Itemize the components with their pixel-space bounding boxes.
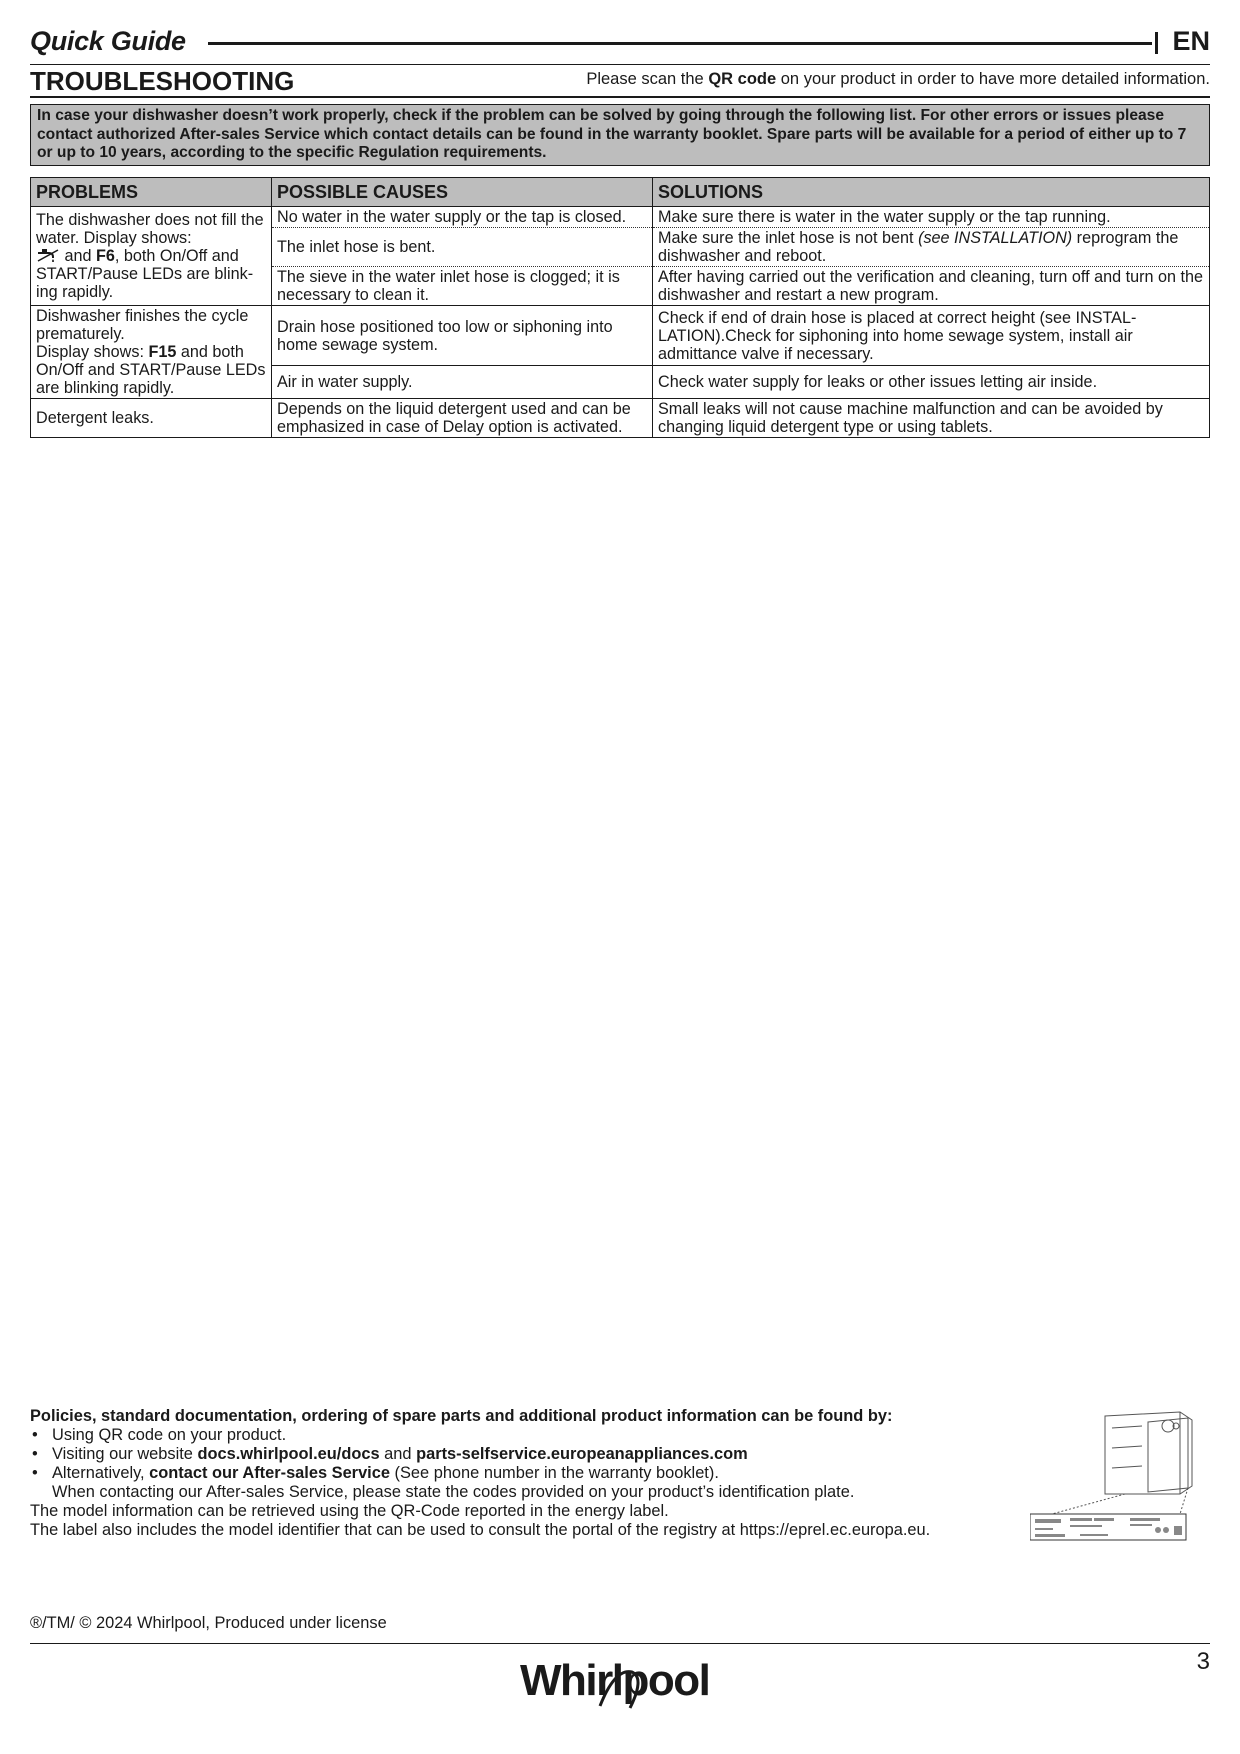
page — [30, 0, 1210, 1754]
column-header: POSSIBLE CAUSES — [272, 178, 653, 207]
policies-heading: Policies, standard documentation, ordering of spare parts and additional product information can be found by: — [30, 1407, 893, 1425]
cause-cell: Air in water supply. — [272, 366, 653, 399]
header-rule — [208, 42, 1152, 45]
model-info-line: The model information can be retrieved using the QR-Code reported in the energy label. — [30, 1502, 669, 1520]
guide-title: Quick Guide — [30, 26, 186, 56]
problem-cell: Detergent leaks. — [31, 399, 272, 438]
list-item-text: Alternatively, — [52, 1464, 150, 1482]
list-item-text: and — [379, 1445, 417, 1463]
water-tap-icon — [36, 248, 60, 263]
list-item — [30, 1426, 990, 1445]
solution-text: reprogram the dishwasher and reboot. — [658, 229, 1179, 265]
section-title: TROUBLESHOOTING — [30, 66, 295, 96]
column-header: PROBLEMS — [31, 178, 272, 207]
policies-block — [30, 1407, 990, 1540]
cause-cell: The inlet hose is bent. — [272, 228, 653, 267]
table-row — [31, 207, 1210, 228]
solution-cell — [653, 228, 1210, 267]
error-code: F15 — [148, 343, 177, 361]
problem-cell — [31, 306, 272, 399]
list-item — [30, 1464, 990, 1483]
qr-note-text: on your product in order to have more detailed information. — [776, 70, 1210, 88]
qr-note-bold: QR code — [708, 70, 777, 88]
table-header-row — [31, 178, 1210, 207]
solution-cell: Check water supply for leaks or other issues letting air inside. — [653, 366, 1210, 399]
spare-parts-link[interactable]: parts-selfservice.europeanappliances.com — [416, 1445, 748, 1463]
solution-cell: After having carried out the verification and cleaning, turn off and turn on the dishwasher and restart a new program. — [653, 267, 1210, 306]
logo-swoosh — [520, 1648, 720, 1718]
solution-cell: Check if end of drain hose is placed at correct height (see INSTAL-LATION).Check for siphoning into home sewage system, install air admittance valve if necessary. — [653, 306, 1210, 366]
intro-box: In case your dishwasher doesn’t work properly, check if the problem can be solved by going through the following list. For other errors or issues please contact authorized After-sales Service which contact details can be found in the warranty booklet. Spare parts will be available for a period of either up to 7 or up to 10 years, according to the specific Regulation requirements. — [30, 104, 1210, 166]
list-item-text: Visiting our website — [52, 1445, 198, 1463]
divider — [30, 1643, 1210, 1644]
solution-reference: (see INSTALLATION) — [918, 229, 1073, 247]
header-rule-end — [1155, 32, 1158, 54]
solution-text: Make sure the inlet hose is not bent — [658, 229, 919, 247]
page-number: 3 — [1196, 1648, 1210, 1675]
copyright-notice: ®/TM/ © 2024 Whirlpool, Produced under license — [30, 1614, 387, 1632]
list-item-text: Using QR code on your product. — [52, 1426, 287, 1444]
cause-cell: Drain hose positioned too low or siphoning into home sewage system. — [272, 306, 653, 366]
table-row — [31, 399, 1210, 438]
whirlpool-logo — [520, 1648, 720, 1718]
error-code: F6 — [96, 247, 115, 265]
divider — [30, 96, 1210, 98]
problem-text: , both On/Off and START/Pause LEDs are blink-ing rapidly. — [36, 247, 254, 301]
cause-cell: The sieve in the water inlet hose is clogged; it is necessary to clean it. — [272, 267, 653, 306]
list-item — [30, 1445, 990, 1464]
problem-cell — [31, 207, 272, 306]
problem-text: and — [60, 247, 97, 265]
policies-list — [30, 1426, 990, 1483]
list-item-text: (See phone number in the warranty booklet). — [389, 1464, 719, 1482]
cause-cell: Depends on the liquid detergent used and can be emphasized in case of Delay option is activated. — [272, 399, 653, 438]
problem-text: and both On/Off and START/Pause LEDs are blinking rapidly. — [36, 343, 266, 397]
problem-text: Display shows: — [36, 343, 149, 361]
column-header: SOLUTIONS — [653, 178, 1210, 207]
problem-text: The dishwasher does not fill the water. Display shows: — [36, 211, 264, 247]
solution-cell: Small leaks will not cause machine malfunction and can be avoided by changing liquid detergent type or using tablets. — [653, 399, 1210, 438]
cause-cell: No water in the water supply or the tap is closed. — [272, 207, 653, 228]
qr-note — [586, 70, 1210, 89]
header — [30, 26, 1210, 62]
after-sales-note: When contacting our After-sales Service, please state the codes provided on your product’s identification plate. — [52, 1483, 855, 1501]
docs-website-link[interactable]: docs.whirlpool.eu/docs — [197, 1445, 380, 1463]
identification-plate-illustration — [1030, 1408, 1210, 1543]
qr-note-text: Please scan the — [586, 70, 709, 88]
language-code: EN — [1172, 26, 1210, 56]
solution-cell: Make sure there is water in the water supply or the tap running. — [653, 207, 1210, 228]
brand-name: Whirlpool — [520, 1656, 710, 1705]
divider — [30, 64, 1210, 65]
troubleshooting-table — [30, 177, 1210, 438]
problem-text: Dishwasher finishes the cycle prematurely. — [36, 307, 249, 343]
eprel-line: The label also includes the model identifier that can be used to consult the portal of the registry at https://eprel.ec.europa.eu. — [30, 1521, 931, 1539]
after-sales-emphasis: contact our After-sales Service — [149, 1464, 390, 1482]
table-row — [31, 306, 1210, 366]
